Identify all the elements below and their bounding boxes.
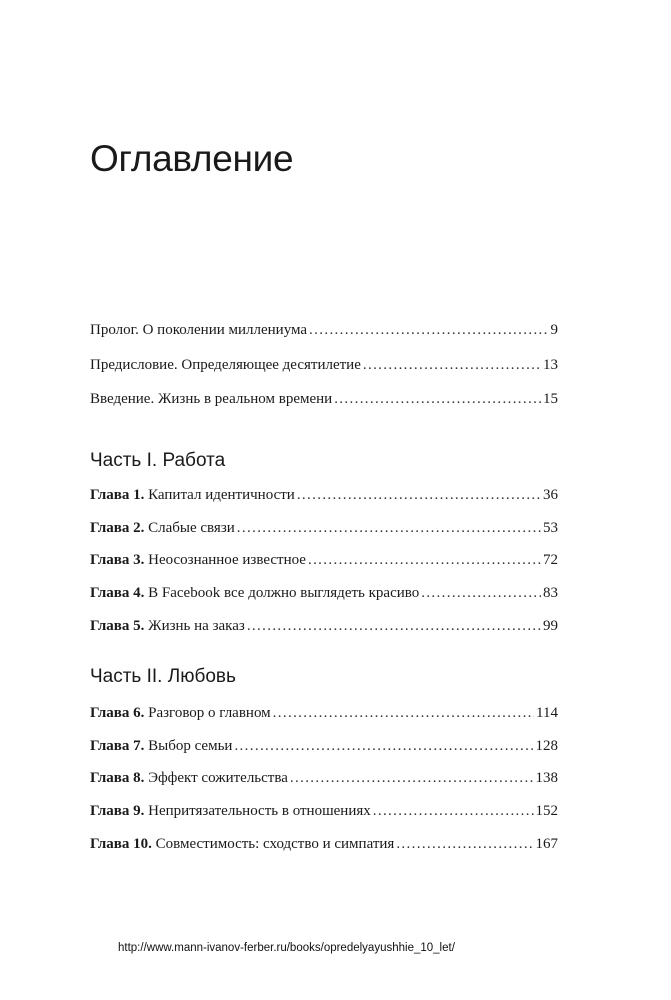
leader-dots [363, 357, 541, 374]
leader-dots [247, 618, 541, 635]
toc-entry[interactable] [90, 322, 558, 344]
toc-entry-page: 9 [550, 322, 558, 338]
chapter-prefix: Глава 8. [90, 770, 145, 786]
chapter-prefix: Глава 6. [90, 705, 145, 721]
leader-dots [273, 705, 534, 722]
toc-entry-page: 99 [543, 618, 558, 634]
chapter-title: Жизнь на заказ [148, 618, 245, 634]
toc-entry-label [90, 705, 271, 722]
toc-entry-label [90, 552, 306, 569]
page-title: Оглавление [90, 138, 294, 179]
toc-entry-label [90, 487, 295, 504]
chapter-prefix: Глава 5. [90, 618, 145, 634]
leader-dots [237, 520, 541, 537]
leader-dots [234, 738, 533, 755]
chapter-prefix: Глава 2. [90, 520, 145, 536]
source-url[interactable]: http://www.mann-ivanov-ferber.ru/books/opredelyayushhie_10_let/ [118, 942, 455, 954]
chapter-prefix: Глава 3. [90, 552, 145, 568]
toc-chapter-entry[interactable] [90, 836, 558, 858]
toc-entry-page: 53 [543, 520, 558, 536]
toc-entry-label [90, 618, 245, 635]
chapter-prefix: Глава 9. [90, 803, 145, 819]
toc-entry-label: Предисловие. Определяющее десятилетие [90, 357, 361, 373]
chapter-title: Выбор семьи [148, 738, 233, 754]
toc-entry[interactable] [90, 357, 558, 379]
chapter-title: Неосознанное известное [148, 552, 306, 568]
toc-entry-page: 138 [535, 770, 558, 786]
leader-dots [373, 803, 534, 820]
leader-dots [308, 552, 541, 569]
toc-entry-label [90, 738, 232, 755]
toc-entry-page: 36 [543, 487, 558, 503]
leader-dots [297, 487, 541, 504]
leader-dots [396, 836, 533, 853]
toc-entry-page: 167 [535, 836, 558, 852]
toc-chapter-entry[interactable] [90, 520, 558, 542]
chapter-prefix: Глава 1. [90, 487, 145, 503]
chapter-title: Эффект сожительства [148, 770, 288, 786]
toc-entry-label [90, 520, 235, 537]
toc-entry-page: 152 [535, 803, 558, 819]
chapter-title: В Facebook все должно выглядеть красиво [148, 585, 420, 601]
toc-entry-page: 83 [543, 585, 558, 601]
toc-entry-label: Введение. Жизнь в реальном времени [90, 391, 333, 407]
toc-entry-label [90, 770, 288, 787]
chapter-prefix: Глава 7. [90, 738, 145, 754]
toc-entry-page: 15 [543, 391, 558, 407]
leader-dots [334, 391, 541, 408]
chapter-title: Разговор о главном [148, 705, 271, 721]
part-heading: Часть II. Любовь [90, 666, 236, 687]
chapter-title: Капитал идентичности [148, 487, 295, 503]
chapter-title: Слабые связи [148, 520, 235, 536]
toc-entry-page: 13 [543, 357, 558, 373]
toc-chapter-entry[interactable] [90, 552, 558, 574]
toc-entry-label: Пролог. О поколении миллениума [90, 322, 308, 338]
leader-dots [290, 770, 534, 787]
toc-chapter-entry[interactable] [90, 487, 558, 509]
toc-entry-label [90, 803, 371, 820]
chapter-title: Непритязательность в отношениях [148, 803, 371, 819]
leader-dots [421, 585, 541, 602]
toc-entry-page: 114 [536, 705, 558, 721]
toc-entry-page: 72 [543, 552, 558, 568]
chapter-title: Совместимость: сходство и симпатия [155, 836, 395, 852]
toc-entry-label [90, 836, 394, 853]
toc-chapter-entry[interactable] [90, 770, 558, 792]
toc-chapter-entry[interactable] [90, 738, 558, 760]
toc-chapter-entry[interactable] [90, 618, 558, 640]
toc-entry[interactable] [90, 391, 558, 413]
toc-chapter-entry[interactable] [90, 705, 558, 727]
leader-dots [309, 322, 548, 339]
chapter-prefix: Глава 10. [90, 836, 152, 852]
toc-entry-label [90, 585, 419, 602]
chapter-prefix: Глава 4. [90, 585, 145, 601]
toc-chapter-entry[interactable] [90, 585, 558, 607]
part-heading: Часть I. Работа [90, 450, 226, 471]
toc-chapter-entry[interactable] [90, 803, 558, 825]
toc-entry-page: 128 [535, 738, 558, 754]
